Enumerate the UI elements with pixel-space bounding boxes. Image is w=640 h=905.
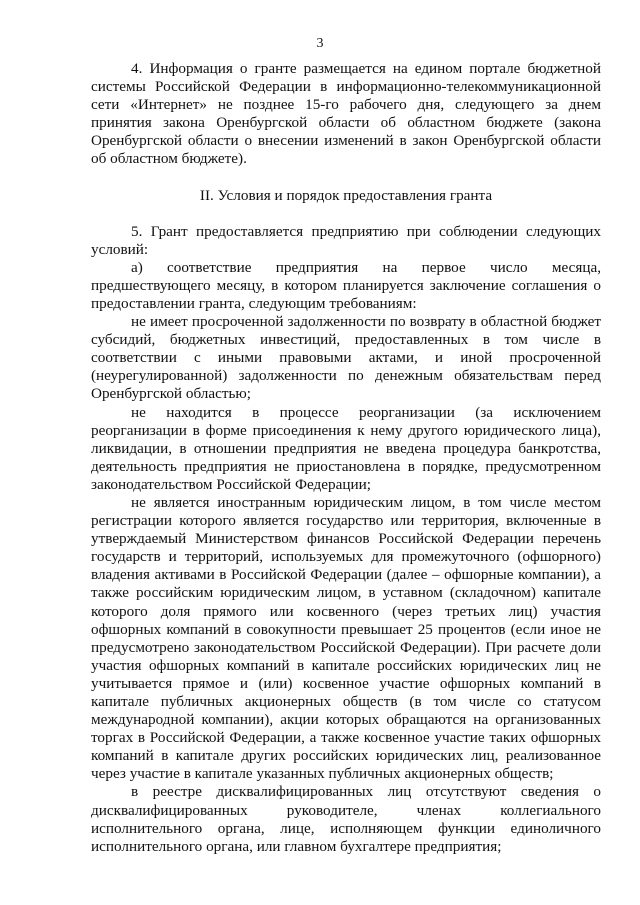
requirement-no-reorganization: не находится в процессе реорганизации (за исключением реорганизации в форме присоединения к нему другого юридического лица), ликвидации, в отношении предприятия не введена процедура банкротства, деятельность предприятия не приостановлена в порядке, предусмотренном законодательством Российской Федерации; <box>91 403 601 493</box>
requirement-not-foreign: не является иностранным юридическим лицом, в том числе местом регистрации которого является государство или территория, включенные в утверждаемый Министерством финансов Российской Федерации перечень государств и территорий, используемых для промежуточного (офшорного) владения активами в Российской Федерации (далее – офшорные компании), а также российским юридическим лицом, в уставном (складочном) капитале которого доля прямого или косвенного (через третьих лиц) участия офшорных компаний в совокупности превышает 25 процентов (если иное не предусмотрено законодательством Российской Федерации). При расчете доли участия офшорных компаний в капитале российских юридических лиц не учитывается прямое и (или) косвенное участие офшорных компаний в капитале публичных акционерных обществ (в том числе со статусом международной компании), акции которых обращаются на организованных торгах в Российской Федерации, а также косвенное участие таких офшорных компаний в капитале других российских юридических лиц, реализованное через участие в капитале указанных публичных акционерных обществ; <box>91 493 601 783</box>
paragraph-5: 5. Грант предоставляется предприятию при соблюдении следующих условий: <box>91 222 601 258</box>
page-number: 3 <box>316 36 324 51</box>
requirement-no-debt: не имеет просроченной задолженности по возврату в областной бюджет субсидий, бюджетных инвестиций, предоставленных в том числе в соответствии с иными правовыми актами, и иной просроченной (неурегулированной) задолженности по денежным обязательствам перед Оренбургской областью; <box>91 313 601 403</box>
requirement-no-disqualified: в реестре дисквалифицированных лиц отсутствуют сведения о дисквалифицированных руководителе, членах коллегиального исполнительного органа, лице, исполняющем функции единоличного исполнительного органа, или главном бухгалтере предприятия; <box>91 783 601 855</box>
paragraph-4: 4. Информация о гранте размещается на едином портале бюджетной системы Российской Федерации в информационно-телекоммуникационной сети «Интернет» не позднее 15-го рабочего дня, следующего за днем принятия закона Оренбургской области об областном бюджете (закона Оренбургской области о внесении изменений в закон Оренбургской области об областном бюджете). <box>91 60 601 168</box>
document-body <box>91 60 601 856</box>
subparagraph-a: а) соответствие предприятия на первое число месяца, предшествующего месяцу, в котором планируется заключение соглашения о предоставлении гранта, следующим требованиям: <box>91 258 601 312</box>
section-title: II. Условия и порядок предоставления гранта <box>199 186 493 204</box>
